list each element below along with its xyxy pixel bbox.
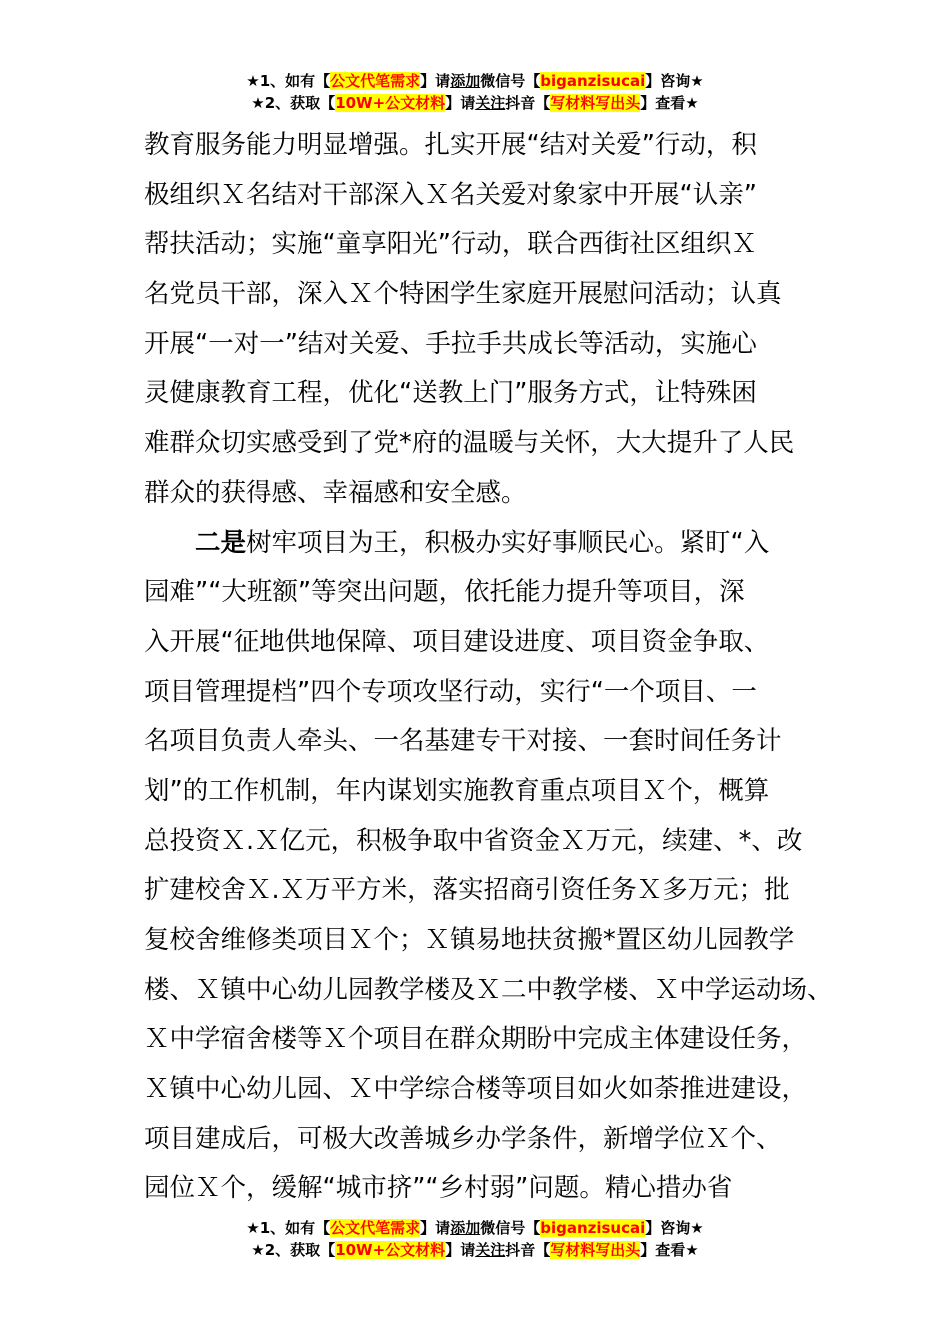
- text-line: 极组织Ｘ名结对干部深入Ｘ名关爱对象家中开展“认亲”: [144, 179, 757, 210]
- banner-highlight: biganzisucai: [540, 72, 646, 90]
- banner-highlight: 公文代笔需求: [330, 1219, 421, 1237]
- header-banner-line-2: [0, 92, 950, 114]
- banner-text: ★1、如有【: [246, 1219, 331, 1237]
- footer-banner-line-2: [0, 1239, 950, 1261]
- text-line: 帮扶活动；实施“童享阳光”行动，联合西街社区组织Ｘ: [144, 229, 757, 260]
- header-banner: [0, 70, 950, 114]
- text-line: 教育服务能力明显增强。扎实开展“结对关爱”行动，积: [144, 130, 757, 160]
- text-line: 群众的获得感、幸福感和安全感。: [144, 477, 527, 508]
- paragraph-text: 树牢项目为王，积极办实好事顺民心。紧盯“入: [246, 527, 770, 558]
- paragraph-2: [144, 519, 833, 1215]
- banner-highlight: 写材料写出头: [550, 1241, 641, 1259]
- banner-text: 】请: [420, 72, 451, 90]
- text-line: Ｘ镇中心幼儿园、Ｘ中学综合楼等项目如火如荼推进建设，: [144, 1074, 808, 1105]
- banner-highlight: 10W+公文材料: [335, 94, 446, 112]
- text-line: Ｘ中学宿舍楼等Ｘ个项目在群众期盼中完成主体建设任务，: [144, 1024, 808, 1055]
- text-line: 扩建校舍Ｘ.Ｘ万平方米，落实招商引资任务Ｘ多万元；批: [144, 875, 790, 906]
- footer-banner-line-1: [0, 1217, 950, 1239]
- text-line: 名党员干部，深入Ｘ个特困学生家庭开展慰问活动；认真: [144, 279, 782, 310]
- banner-text: ★1、如有【: [246, 72, 331, 90]
- text-line: 开展“一对一”结对关爱、手拉手共成长等活动，实施心: [144, 328, 757, 359]
- text-line: 名项目负责人牵头、一名基建专干对接、一套时间任务计: [144, 726, 782, 757]
- text-line: 楼、Ｘ镇中心幼儿园教学楼及Ｘ二中教学楼、Ｘ中学运动场、: [144, 974, 833, 1005]
- banner-text: 】请: [445, 94, 476, 112]
- text-line: 园难”“大班额”等突出问题，依托能力提升等项目，深: [144, 577, 745, 608]
- banner-text: ★2、获取【: [251, 94, 336, 112]
- banner-highlight: 10W+公文材料: [335, 1241, 446, 1259]
- text-line: 总投资Ｘ.Ｘ亿元，积极争取中省资金Ｘ万元，续建、*、改: [144, 825, 803, 856]
- text-line: 划”的工作机制，年内谋划实施教育重点项目Ｘ个，概算: [144, 775, 770, 806]
- banner-highlight: biganzisucai: [540, 1219, 646, 1237]
- banner-highlight: 写材料写出头: [550, 94, 641, 112]
- banner-text: 】查看★: [640, 94, 699, 112]
- banner-text: 】咨询★: [645, 72, 704, 90]
- text-line: 项目管理提档”四个专项攻坚行动，实行“一个项目、一: [144, 676, 757, 707]
- text-line: 园位Ｘ个，缓解“城市挤”“乡村弱”问题。精心措办省: [144, 1173, 733, 1204]
- paragraph-1: [144, 121, 814, 519]
- banner-highlight: 公文代笔需求: [330, 72, 421, 90]
- footer-banner: [0, 1217, 950, 1261]
- banner-underline: 添加: [450, 1219, 481, 1237]
- banner-text: 】请: [420, 1219, 451, 1237]
- banner-text: 微信号【: [480, 1219, 541, 1237]
- banner-underline: 添加: [450, 72, 481, 90]
- text-line: [144, 519, 814, 569]
- banner-text: 抖音【: [505, 94, 551, 112]
- banner-text: 抖音【: [505, 1241, 551, 1259]
- document-body: [144, 121, 833, 1214]
- paragraph-lead: 二是: [195, 527, 247, 558]
- text-line: 复校舍维修类项目Ｘ个；Ｘ镇易地扶贫搬*置区幼儿园教学: [144, 925, 795, 955]
- text-line: 灵健康教育工程，优化“送教上门”服务方式，让特殊困: [144, 378, 757, 409]
- text-line: 难群众切实感受到了党*府的温暖与关怀，大大提升了人民: [144, 428, 795, 459]
- header-banner-line-1: [0, 70, 950, 92]
- banner-text: 微信号【: [480, 72, 541, 90]
- banner-underline: 关注: [475, 1241, 506, 1259]
- banner-text: 】查看★: [640, 1241, 699, 1259]
- banner-text: 】咨询★: [645, 1219, 704, 1237]
- banner-text: ★2、获取【: [251, 1241, 336, 1259]
- text-line: 项目建成后，可极大改善城乡办学条件，新增学位Ｘ个、: [144, 1123, 782, 1154]
- banner-text: 】请: [445, 1241, 476, 1259]
- text-line: 入开展“征地供地保障、项目建设进度、项目资金争取、: [144, 626, 770, 657]
- banner-underline: 关注: [475, 94, 506, 112]
